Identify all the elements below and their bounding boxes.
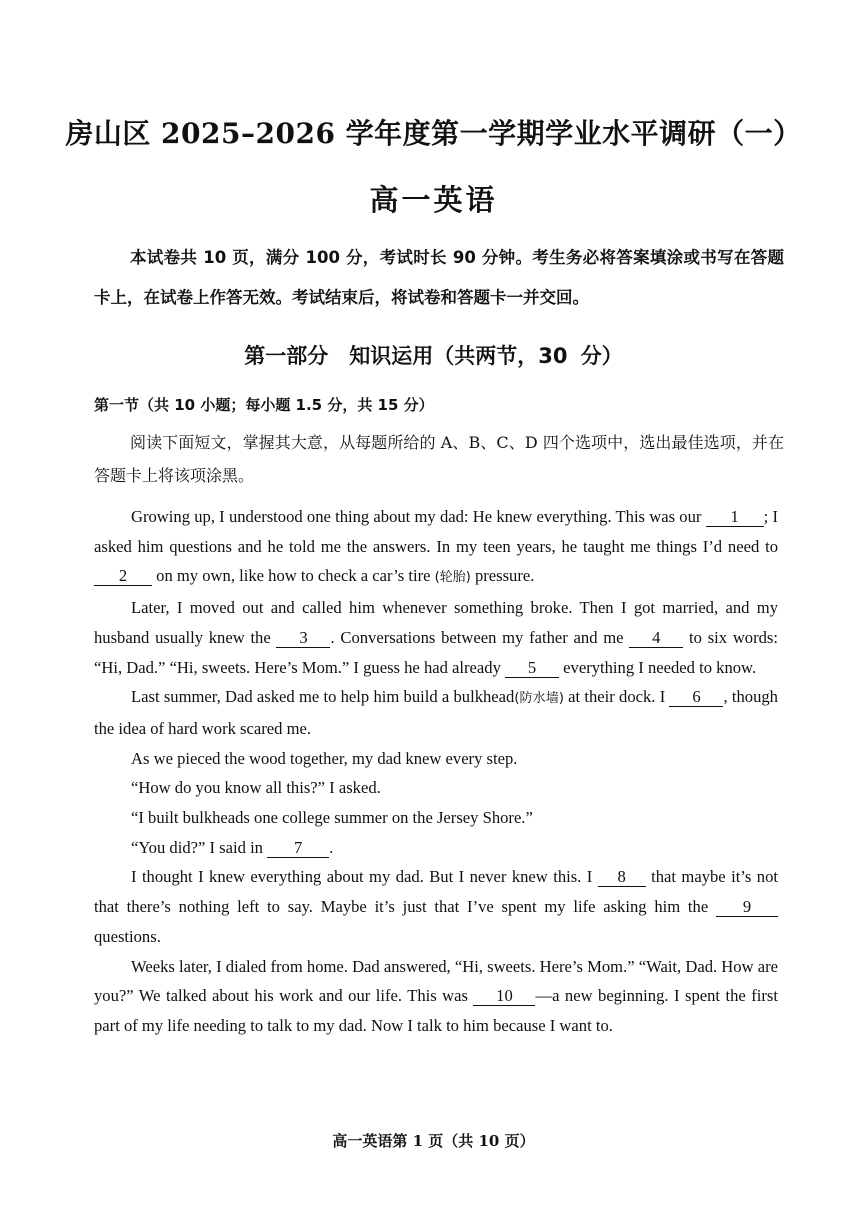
passage-text: , though the idea of hard work scared me.: [94, 687, 778, 738]
page-footer: 高一英语第 1 页（共 10 页）: [332, 1132, 535, 1150]
passage-paragraph: [94, 682, 778, 743]
passage-text: questions.: [94, 926, 161, 946]
blank-1: 1: [706, 508, 764, 527]
passage-text: at their dock. I: [563, 687, 670, 707]
passage-paragraph: [94, 833, 778, 863]
blank-6: 6: [669, 688, 723, 707]
passage-paragraph: “How do you know all this?” I asked.: [131, 778, 381, 798]
blank-2: 2: [94, 567, 152, 586]
passage-text: to six words: “Hi, Dad.” “Hi, sweets. Here’s Mom.” I guess he had already: [94, 627, 778, 677]
blank-7: 7: [267, 839, 329, 858]
passage-text: “You did?” I said in: [131, 837, 268, 857]
exam-title: 房山区 2025–2026 学年度第一学期学业水平调研（一）: [65, 117, 802, 150]
subject-title: 高一英语: [369, 183, 498, 217]
part-one-heading: 第一部分 知识运用（共两节，30 分）: [244, 344, 623, 368]
blank-8: 8: [598, 868, 646, 887]
gloss-bulkhead: (防水墙): [514, 691, 564, 707]
passage-paragraph: [94, 862, 778, 951]
passage-text: ; I asked him questions and he told me the answers. In my teen years, he taught me things I’d need to: [94, 507, 778, 556]
passage-paragraph: As we pieced the wood together, my dad knew every step.: [131, 748, 518, 768]
passage-text: —a new beginning. I spent the first part of my life needing to talk to my dad. Now I talk to him because I want to.: [94, 986, 778, 1035]
blank-9: 9: [716, 898, 778, 917]
passage-text: Weeks later, I dialed from home. Dad answered, “Hi, sweets. Here’s Mom.” “Wait, Dad. How are you?” We talked about his work and our life. This was: [94, 956, 778, 1006]
passage-text: Growing up, I understood one thing about my dad: He knew everything. This was our: [131, 507, 706, 526]
cloze-passage: [94, 502, 778, 1041]
passage-text: I thought I knew everything about my dad. But I never knew this. I: [131, 867, 598, 887]
passage-text: . Conversations between my father and me: [330, 627, 630, 647]
section-one-heading: 第一节（共 10 小题；每小题 1.5 分，共 15 分）: [94, 396, 434, 414]
passage-text: Last summer, Dad asked me to help him build a bulkhead: [131, 687, 515, 707]
passage-text: Later, I moved out and called him whenever something broke. Then I got married, and my husband usually knew the: [94, 598, 778, 647]
passage-paragraph: [94, 952, 778, 1041]
blank-4: 4: [629, 629, 683, 648]
passage-text: pressure.: [470, 566, 535, 586]
section-directions: 阅读下面短文，掌握其大意，从每题所给的 A、B、C、D 四个选项中，选出最佳选项，并在答题卡上将该项涂黑。: [94, 433, 784, 485]
passage-text: that maybe it’s not that there’s nothing left to say. Maybe it’s just that I’ve spent my life asking him the: [94, 867, 779, 917]
passage-paragraph: [94, 593, 778, 682]
passage-text: .: [329, 837, 334, 857]
blank-5: 5: [505, 659, 559, 678]
passage-paragraph: [94, 502, 778, 593]
passage-paragraph: “I built bulkheads one college summer on the Jersey Shore.”: [131, 808, 533, 828]
blank-10: 10: [473, 987, 535, 1006]
passage-text: everything I needed to know.: [559, 657, 757, 677]
passage-text: on my own, like how to check a car’s tire: [152, 566, 435, 586]
gloss-tire: (轮胎): [434, 570, 471, 586]
blank-3: 3: [276, 629, 330, 648]
exam-instructions: 本试卷共 10 页，满分 100 分，考试时长 90 分钟。考生务必将答案填涂或书写在答题卡上，在试卷上作答无效。考试结束后，将试卷和答题卡一并交回。: [94, 248, 784, 307]
